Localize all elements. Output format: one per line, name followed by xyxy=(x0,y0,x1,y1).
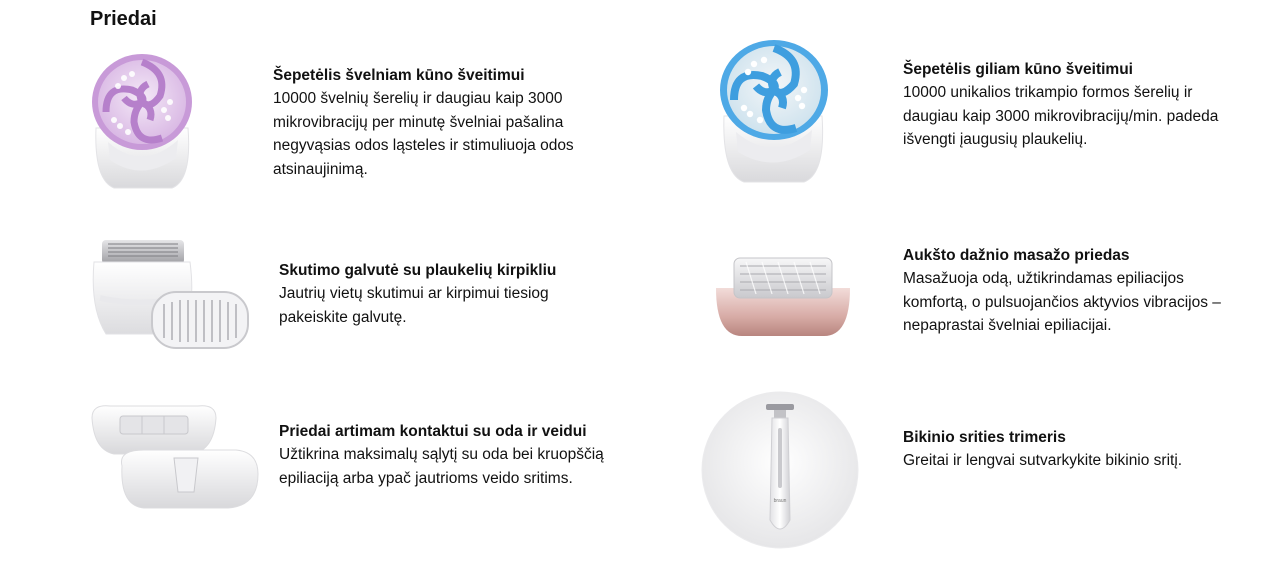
accessory-description: 10000 švelnių šerelių ir daugiau kaip 3000 mikrovibracijų per minutę švelniai pašalina negyvąsias odos ląsteles ir stimuliuoja odos atsinaujinimą. xyxy=(273,90,574,178)
shaver-head-trimmer-comb-icon xyxy=(86,238,258,358)
accessory-title: Skutimo galvutė su plaukelių kirpikliu xyxy=(279,262,557,279)
accessory-description: Užtikrina maksimalų sąlytį su oda bei kruopščią epiliaciją arba ypač jautrioms veido sritims. xyxy=(279,446,604,487)
accessory-text xyxy=(903,426,1243,473)
skin-contact-caps-icon xyxy=(88,402,264,514)
page-title: Priedai xyxy=(90,8,157,30)
accessory-title: Šepetėlis švelniam kūno šveitimui xyxy=(273,67,525,84)
blue-exfoliation-brush-icon xyxy=(714,36,834,186)
accessory-title: Priedai artimam kontaktui su oda ir veidui xyxy=(279,423,587,440)
accessory-description: 10000 unikalios trikampio formos šerelių ir daugiau kaip 3000 mikrovibracijų/min. padeda išvengti įaugusių plaukelių. xyxy=(903,84,1219,148)
massage-cap-icon xyxy=(712,256,854,340)
accessory-description: Greitai ir lengvai sutvarkykite bikinio sritį. xyxy=(903,452,1183,469)
purple-exfoliation-brush-icon xyxy=(84,50,200,195)
accessory-text xyxy=(273,64,613,181)
accessory-text xyxy=(903,58,1243,152)
accessory-title: Šepetėlis giliam kūno šveitimui xyxy=(903,61,1133,78)
brand-mark: braun xyxy=(773,498,787,504)
bikini-trimmer-icon xyxy=(700,390,860,550)
accessory-text xyxy=(903,244,1243,338)
accessory-text xyxy=(279,420,614,490)
accessory-title: Bikinio srities trimeris xyxy=(903,429,1066,446)
accessory-description: Jautrių vietų skutimui ar kirpimui tiesiog pakeiskite galvutę. xyxy=(279,285,549,326)
accessory-title: Aukšto dažnio masažo priedas xyxy=(903,247,1130,264)
accessory-text xyxy=(279,259,609,329)
accessory-description: Masažuoja odą, užtikrindamas epiliacijos komfortą, o pulsuojančios aktyvios vibracijos – nepaprastai švelniai epiliacijai. xyxy=(903,270,1221,334)
